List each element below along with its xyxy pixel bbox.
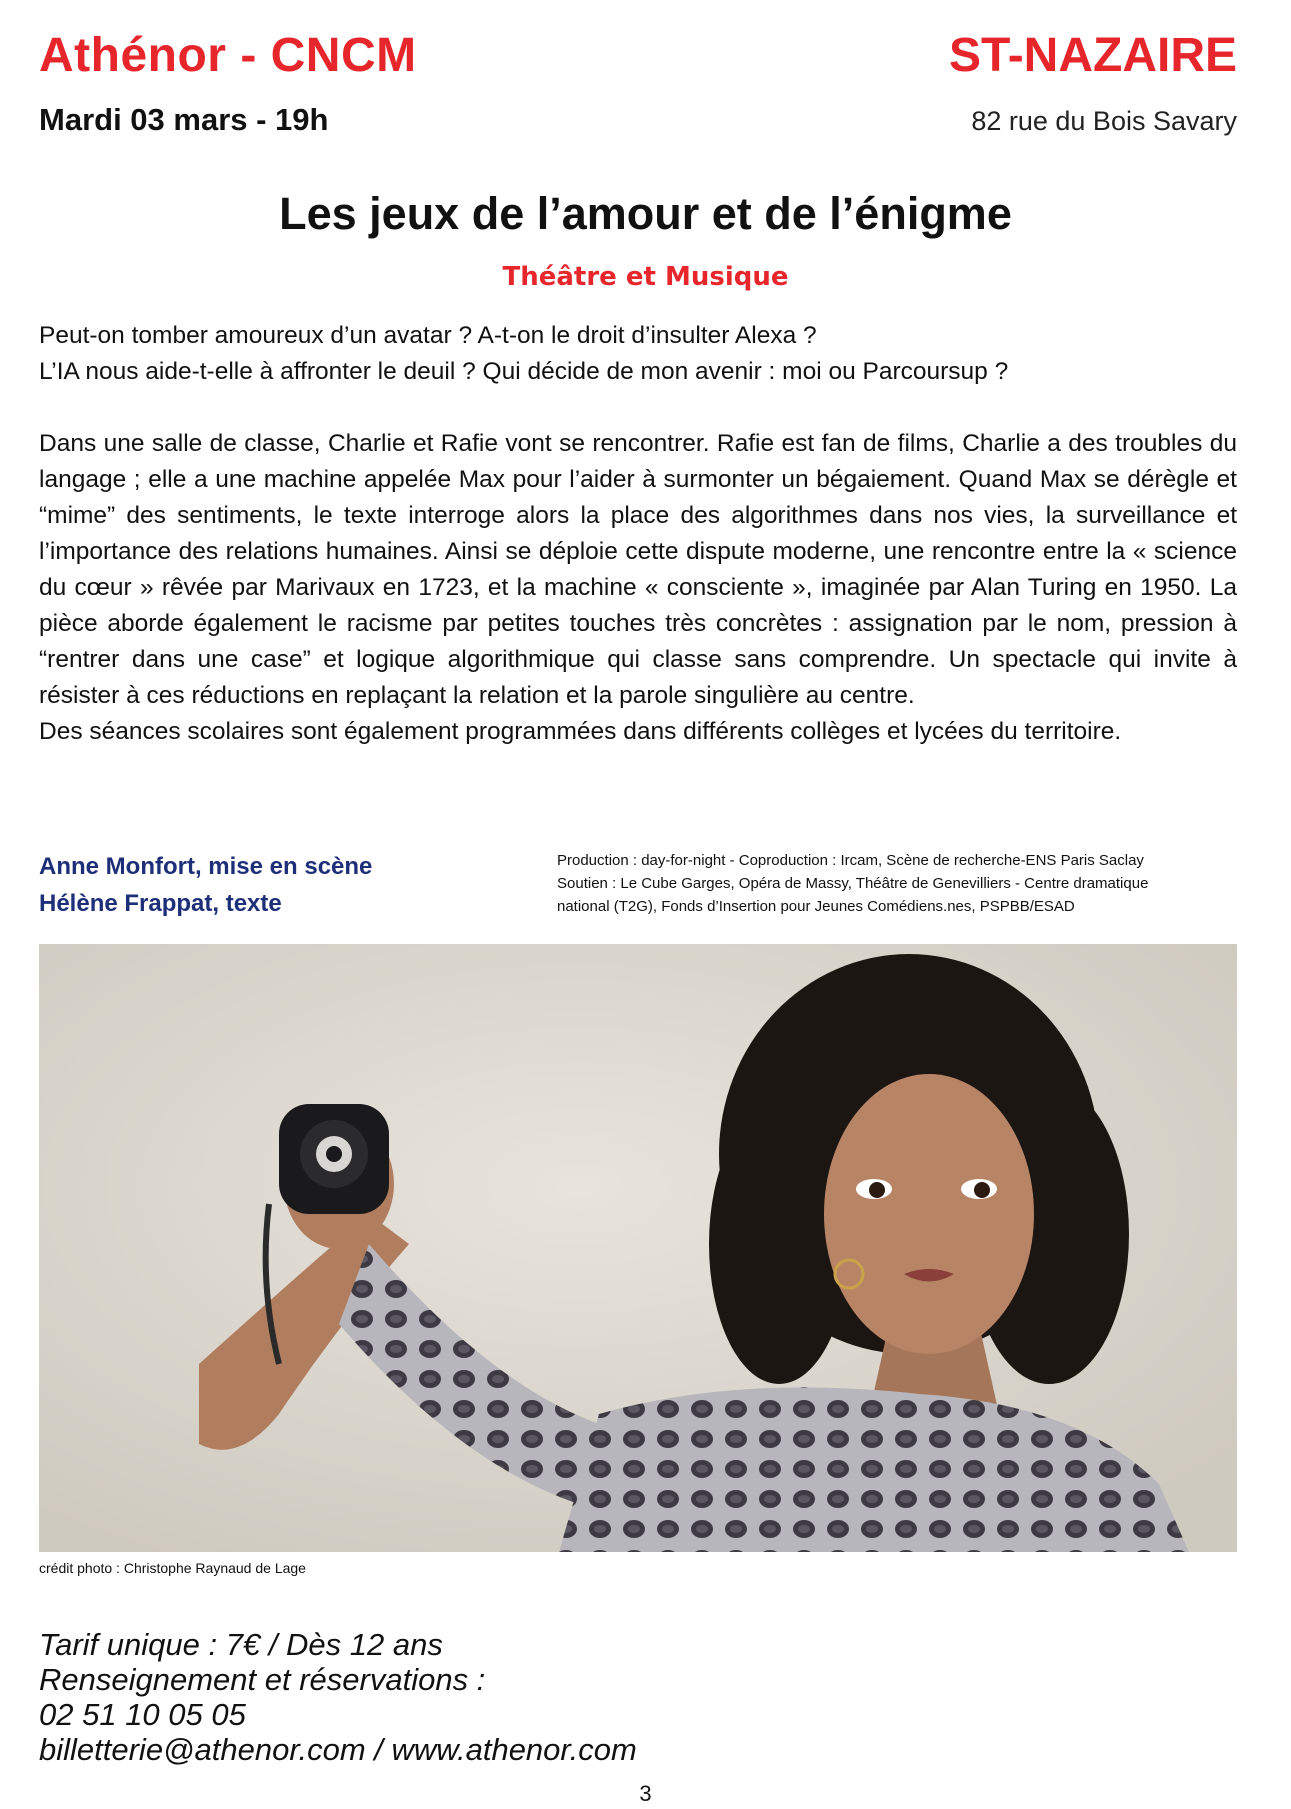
venue-address: 82 rue du Bois Savary [971,106,1237,136]
intro-line: Peut-on tomber amoureux d’un avatar ? A-t-on le droit d’insulter Alexa ? [39,322,817,349]
event-title: Les jeux de l’amour et de l’énigme [279,188,1012,239]
ticket-info [39,1627,637,1767]
description-paragraph: Des séances scolaires sont également programmées dans différents collèges et lycées du territoire. [39,718,1122,745]
city-name: ST-NAZAIRE [949,29,1237,82]
intro-line: L’IA nous aide-t-elle à affronter le deuil ? Qui décide de mon avenir : moi ou Parcoursup ? [39,358,1009,385]
booking-label: Renseignement et réservations : [39,1662,486,1697]
production-line: Production : day-for-night - Coproduction : Ircam, Scène de recherche-ENS Paris Saclay [557,852,1144,869]
intro-questions [39,318,1237,390]
event-date: Mardi 03 mars - 19h [39,102,329,137]
page-number: 3 [639,1781,652,1806]
production-line: Soutien : Le Cube Garges, Opéra de Massy, Théâtre de Genevilliers - Centre dramatique [557,875,1149,892]
writer-credit: Hélène Frappat, texte [39,890,282,917]
production-line: national (T2G), Fonds d’Insertion pour Jeunes Comédiens.nes, PSPBB/ESAD [557,898,1075,915]
contact-links: billetterie@athenor.com / www.athenor.com [39,1732,637,1767]
event-genre: Théâtre et Musique [502,262,789,292]
event-description [39,426,1237,750]
performer-photo-illustration [39,944,1237,1552]
price-info: Tarif unique : 7€ / Dès 12 ans [39,1627,443,1662]
phone-number: 02 51 10 05 05 [39,1697,246,1732]
production-credits [557,849,1242,918]
artist-credits [39,848,372,922]
description-paragraph: Dans une salle de classe, Charlie et Rafie vont se rencontrer. Rafie est fan de films, Charlie a des troubles du langage ; elle a une machine appelée Max pour l’aider à surmonter un bégaiement. Quand Max se dérègle et “mime” des sentiments, le texte interroge alors la place des algorithmes dans nos vies, la surveillance et l’importance des relations humaines. Ainsi se déploie cette dispute moderne, une rencontre entre la « science du cœur » rêvée par Marivaux en 1723, et la machine « consciente », imaginée par Alan Turing en 1950. La pièce aborde également le racisme par petites touches très concrètes : assignation par le nom, pression à “rentrer dans une case” et logique algorithmique qui classe sans comprendre. Un spectacle qui invite à résister à ces réductions en replaçant la relation et la parole singulière au centre. [39,430,1237,709]
director-credit: Anne Monfort, mise en scène [39,853,373,880]
photo-credit: crédit photo : Christophe Raynaud de Lage [39,1560,306,1576]
event-photo [39,944,1237,1552]
venue-name: Athénor - CNCM [39,29,417,82]
